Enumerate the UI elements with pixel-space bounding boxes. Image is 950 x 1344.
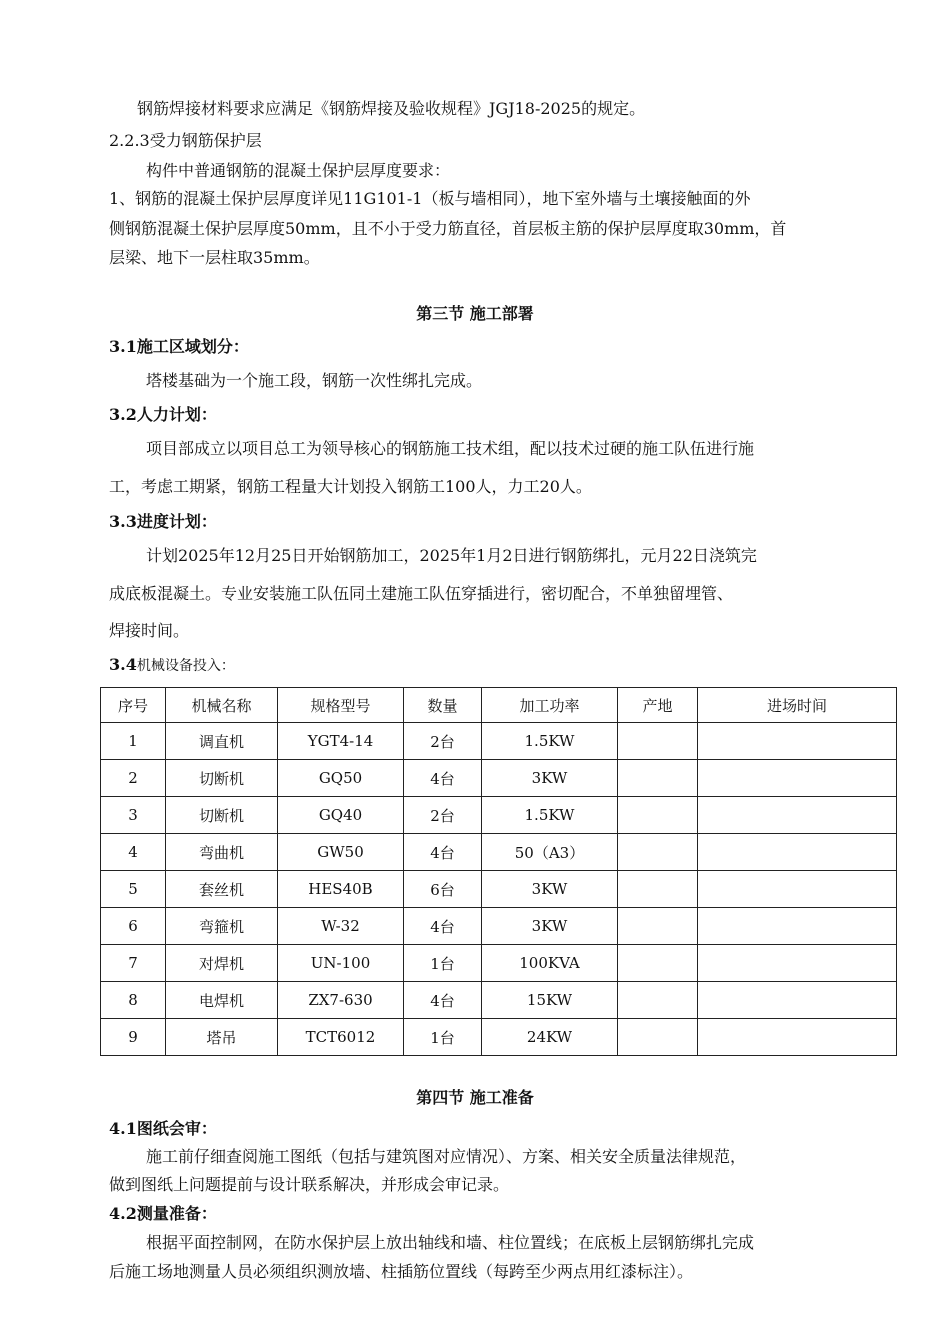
header-cell: 规格型号 [278,688,404,723]
table-cell: UN-100 [278,945,404,982]
table-cell: 调直机 [166,723,278,760]
heading-3-3: 3.3进度计划： [109,512,217,531]
table-cell: 1台 [404,1019,482,1056]
table-row [101,723,897,760]
table-cell: GQ50 [278,760,404,797]
table-cell: 3 [101,797,166,834]
section-3-title: 第三节 施工部署 [416,304,534,323]
table-cell: ZX7-630 [278,982,404,1019]
table-cell [618,797,698,834]
table-cell [698,723,897,760]
table-cell: GW50 [278,834,404,871]
table-cell [618,760,698,797]
table-cell: 8 [101,982,166,1019]
table-cell [618,982,698,1019]
table-cell: 3KW [482,908,618,945]
table-cell: 塔吊 [166,1019,278,1056]
heading-3-2: 3.2人力计划： [109,405,217,424]
table-cell: 4 [101,834,166,871]
table-cell: 1 [101,723,166,760]
table-cell [698,871,897,908]
table-cell: 4台 [404,982,482,1019]
table-cell: 2台 [404,797,482,834]
table-cell: 1.5KW [482,723,618,760]
table-cell [618,945,698,982]
table-row [101,982,897,1019]
table-cell: 6台 [404,871,482,908]
paragraph-line: 工，考虑工期紧，钢筋工程量大计划投入钢筋工100人，力工20人。 [109,477,592,496]
header-cell: 产地 [618,688,698,723]
paragraph-line: 计划2025年12月25日开始钢筋加工，2025年1月2日进行钢筋绑扎，元月22日浇筑完 [146,546,757,565]
table-cell [698,908,897,945]
table-cell: 6 [101,908,166,945]
table-cell [698,797,897,834]
heading-3-4-text: 机械设备投入： [136,658,235,674]
table-cell: HES40B [278,871,404,908]
intro-line-2: 构件中普通钢筋的混凝土保护层厚度要求： [146,161,451,180]
table-cell: 弯曲机 [166,834,278,871]
table-cell: 15KW [482,982,618,1019]
table-cell: 24KW [482,1019,618,1056]
table-row [101,834,897,871]
table-cell [618,871,698,908]
paragraph-line: 根据平面控制网，在防水保护层上放出轴线和墙、柱位置线；在底板上层钢筋绑扎完成 [146,1233,755,1252]
sub-heading-2-2-3: 2.2.3受力钢筋保护层 [109,131,262,150]
table-cell: 电焊机 [166,982,278,1019]
header-cell: 加工功率 [482,688,618,723]
table-row [101,908,897,945]
table-row [101,797,897,834]
intro-line-1: 钢筋焊接材料要求应满足《钢筋焊接及验收规程》JGJ18-2025的规定。 [137,99,646,118]
table-cell [698,982,897,1019]
heading-4-1: 4.1图纸会审： [109,1119,217,1138]
table-cell: 2台 [404,723,482,760]
table-cell [698,834,897,871]
table-cell: 1台 [404,945,482,982]
table-cell: 50（A3） [482,834,618,871]
table-cell: 2 [101,760,166,797]
heading-3-4-number: 3.4 [109,655,137,674]
table-cell [698,945,897,982]
heading-3-1: 3.1施工区域划分： [109,337,249,356]
table-row [101,760,897,797]
table-cell [698,760,897,797]
table-cell [618,908,698,945]
equipment-table [100,687,897,1056]
table-cell [698,1019,897,1056]
table-cell: W-32 [278,908,404,945]
heading-4-2: 4.2测量准备： [109,1204,217,1223]
table-cell: 3KW [482,760,618,797]
table-cell: GQ40 [278,797,404,834]
paragraph-line: 做到图纸上问题提前与设计联系解决，并形成会审记录。 [109,1175,510,1194]
table-cell: 4台 [404,760,482,797]
table-cell: 7 [101,945,166,982]
paragraph-line: 施工前仔细查阅施工图纸（包括与建筑图对应情况）、方案、相关安全质量法律规范， [146,1147,747,1166]
paragraph-line: 层梁、地下一层柱取35mm。 [109,248,320,267]
header-cell: 进场时间 [698,688,897,723]
table-header-row [101,688,897,723]
paragraph-line: 侧钢筋混凝土保护层厚度50mm，且不小于受力筋直径，首层板主筋的保护层厚度取30mm，首 [109,219,787,238]
table-cell: 切断机 [166,797,278,834]
table-cell [618,723,698,760]
table-cell [618,834,698,871]
section-4-title: 第四节 施工准备 [416,1088,534,1107]
table-cell: 弯箍机 [166,908,278,945]
table-cell: TCT6012 [278,1019,404,1056]
paragraph-line: 后施工场地测量人员必须组织测放墙、柱插筋位置线（每跨至少两点用红漆标注）。 [109,1262,694,1281]
table-cell: 9 [101,1019,166,1056]
table-cell: 对焊机 [166,945,278,982]
header-cell: 机械名称 [166,688,278,723]
table-cell: 4台 [404,834,482,871]
header-cell: 数量 [404,688,482,723]
table-cell: 100KVA [482,945,618,982]
heading-3-4 [109,654,235,677]
table-cell: 5 [101,871,166,908]
table-row [101,945,897,982]
table-cell: 1.5KW [482,797,618,834]
table-row [101,1019,897,1056]
paragraph-line: 项目部成立以项目总工为领导核心的钢筋施工技术组，配以技术过硬的施工队伍进行施 [146,439,755,458]
header-cell: 序号 [101,688,166,723]
table-cell: 4台 [404,908,482,945]
table-cell: YGT4-14 [278,723,404,760]
table-cell: 套丝机 [166,871,278,908]
paragraph-line: 成底板混凝土。专业安装施工队伍同土建施工队伍穿插进行，密切配合，不单独留埋管、 [109,584,734,603]
table-cell: 切断机 [166,760,278,797]
table-cell: 3KW [482,871,618,908]
paragraph-line: 塔楼基础为一个施工段，钢筋一次性绑扎完成。 [146,371,483,390]
paragraph-line: 焊接时间。 [109,621,190,640]
table-row [101,871,897,908]
paragraph-line: 1、钢筋的混凝土保护层厚度详见11G101-1（板与墙相同），地下室外墙与土壤接触面的外 [109,189,751,208]
table-cell [618,1019,698,1056]
